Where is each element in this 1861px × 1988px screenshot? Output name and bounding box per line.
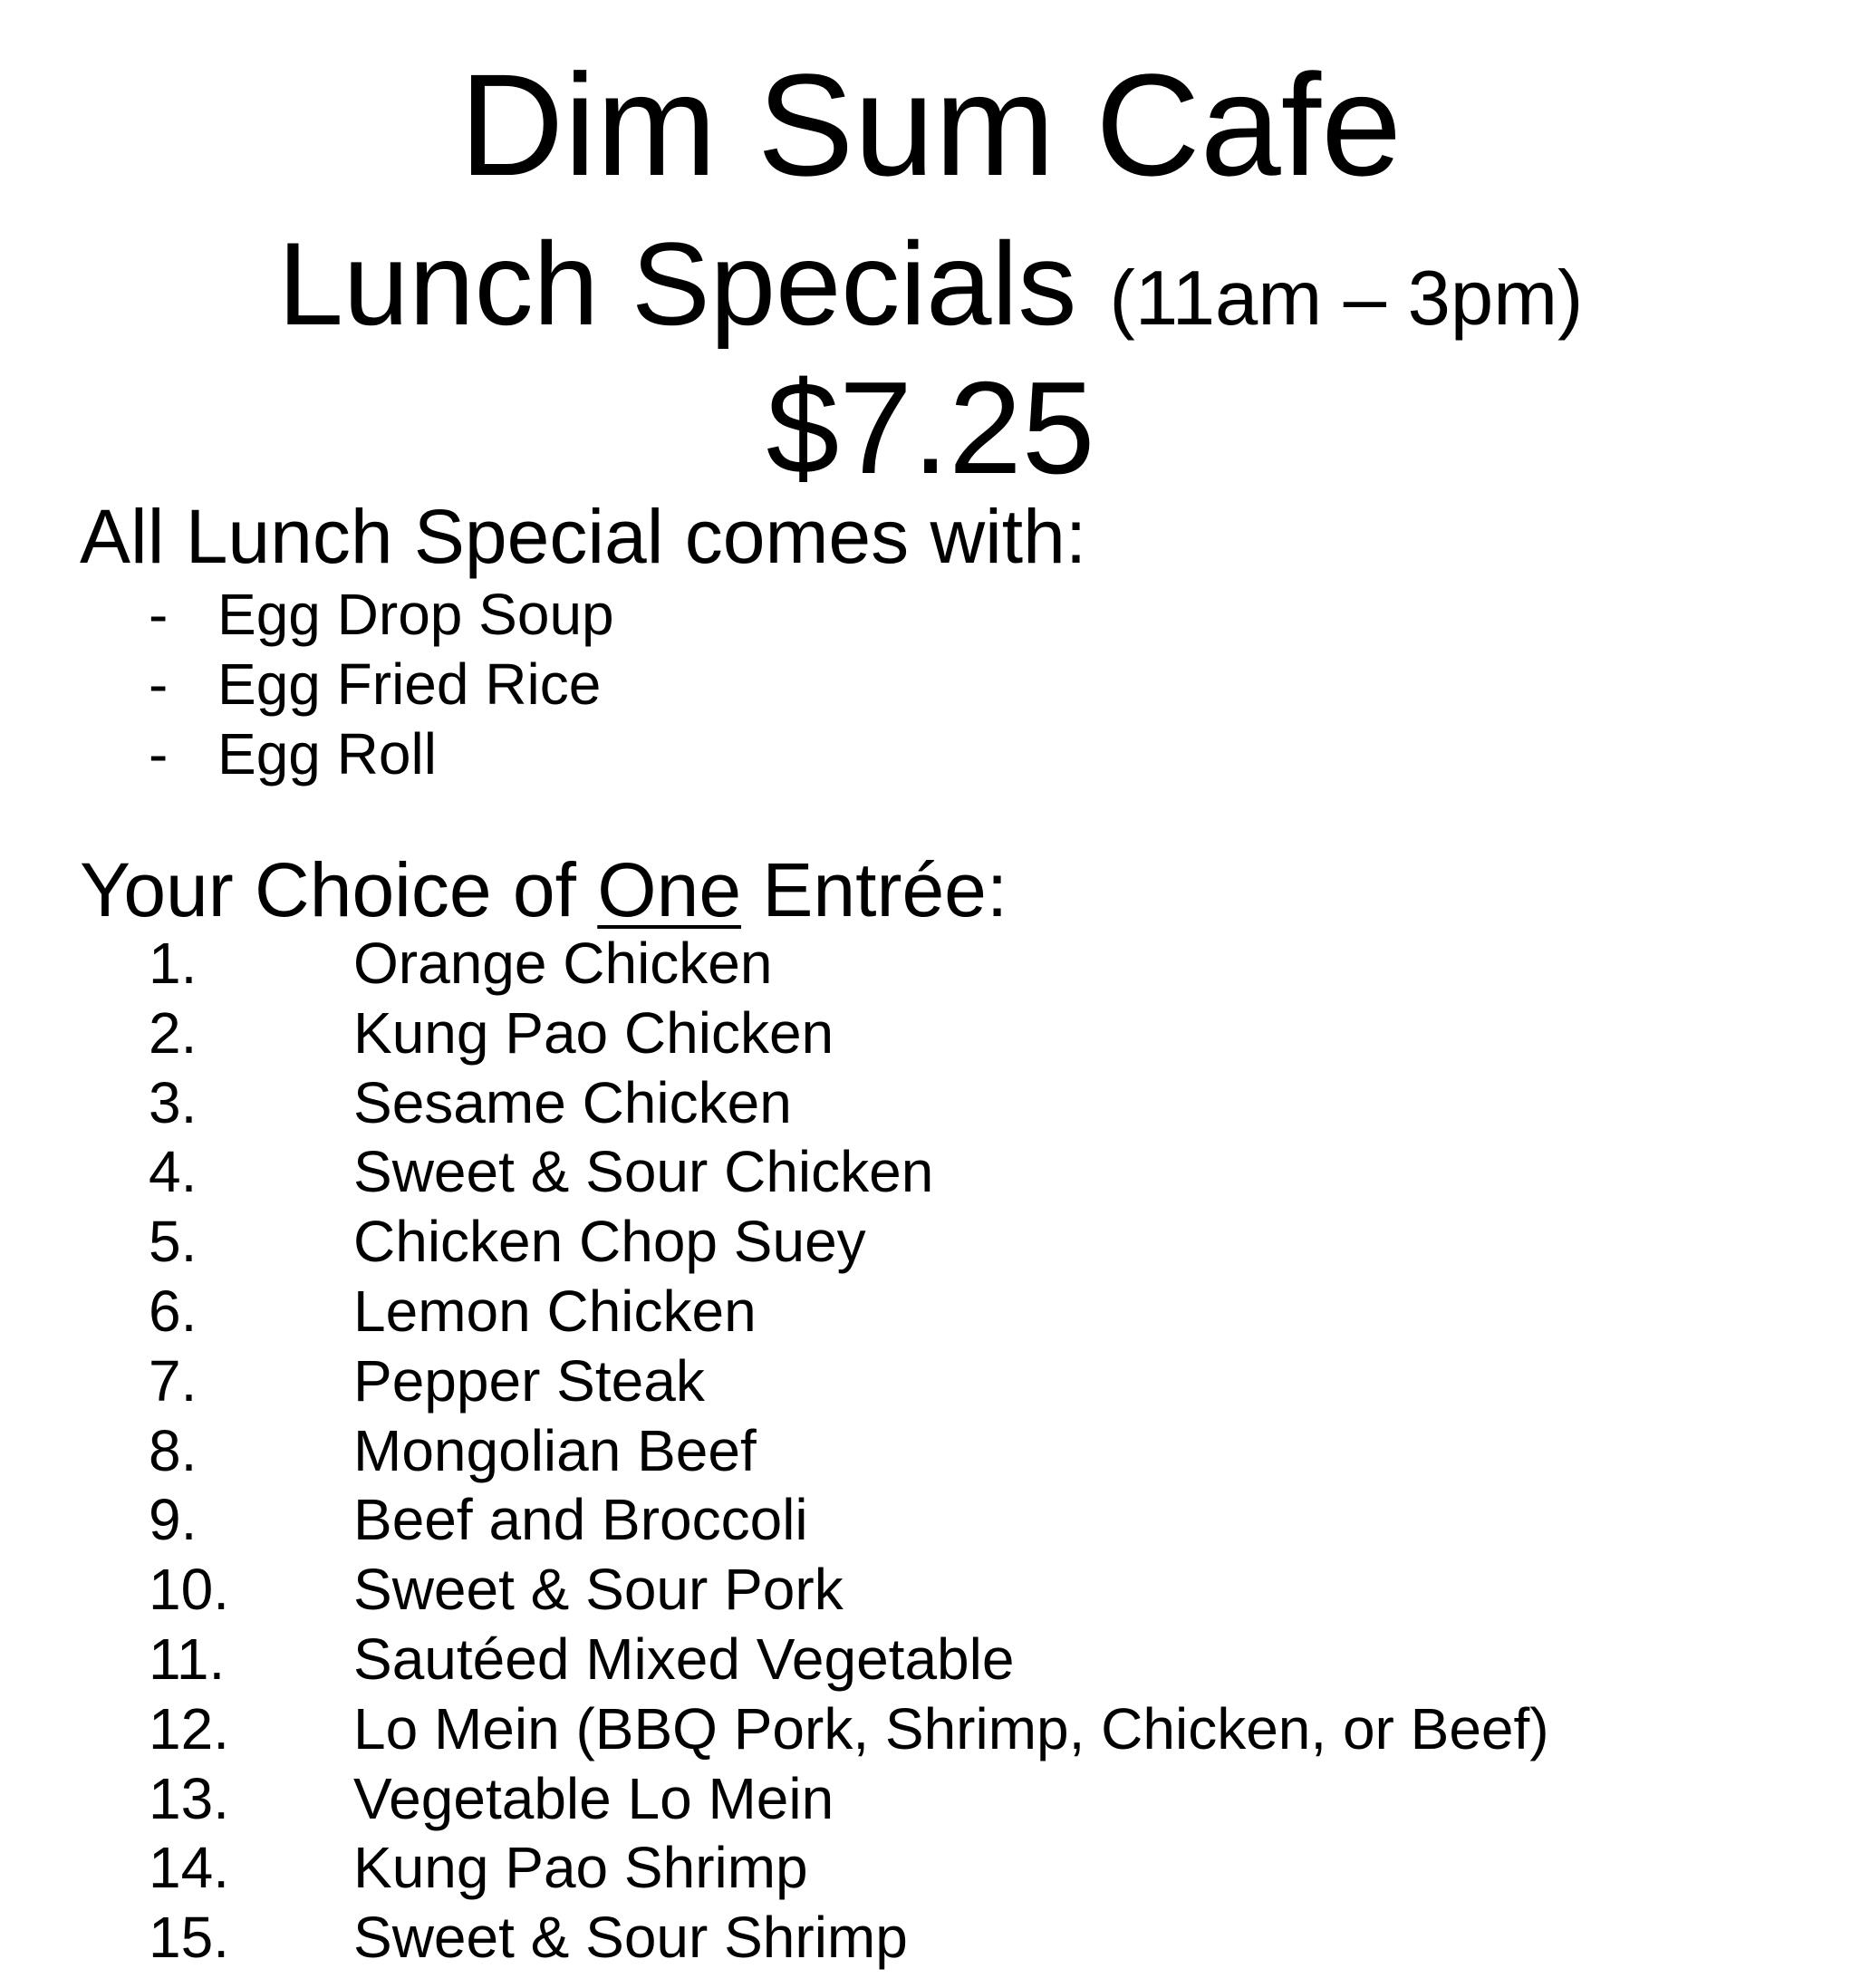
item-number: 4.: [149, 1139, 198, 1205]
entree-name: Beef and Broccoli: [353, 1487, 808, 1553]
entrees-heading-after: Entrée:: [741, 847, 1008, 932]
item-number: 2.: [149, 999, 198, 1066]
restaurant-name: Dim Sum Cafe: [458, 43, 1403, 206]
entree-name: Lo Mein (BBQ Pork, Shrimp, Chicken, or Beef): [353, 1695, 1549, 1761]
entree-name: Sweet & Sour Chicken: [353, 1139, 934, 1205]
item-number: 10.: [149, 1557, 229, 1623]
entrees-heading-before: Your Choice of: [80, 847, 598, 932]
item-number: 14.: [149, 1835, 229, 1901]
entree-name: Mongolian Beef: [353, 1417, 757, 1483]
entree-name: Lemon Chicken: [353, 1278, 757, 1344]
item-number: 3.: [149, 1069, 198, 1135]
item-number: 7.: [149, 1347, 198, 1414]
entree-name: Pepper Steak: [353, 1347, 705, 1414]
included-item: Egg Drop Soup: [217, 582, 614, 647]
section-title: Lunch Specials: [277, 217, 1077, 350]
entree-name: Chicken Chop Suey: [353, 1209, 866, 1275]
dash-marker: -: [149, 582, 169, 647]
item-number: 6.: [149, 1278, 198, 1344]
entree-name: Kung Pao Shrimp: [353, 1835, 808, 1901]
entree-name: Sweet & Sour Shrimp: [353, 1905, 908, 1971]
item-number: 9.: [149, 1487, 198, 1553]
lunch-specials-title: [0, 217, 1861, 350]
entree-name: Vegetable Lo Mein: [353, 1765, 834, 1831]
entree-name: Sesame Chicken: [353, 1069, 792, 1135]
item-number: 11.: [149, 1626, 226, 1692]
item-number: 13.: [149, 1765, 229, 1831]
included-item: Egg Roll: [217, 721, 437, 787]
entree-name: Kung Pao Chicken: [353, 999, 834, 1066]
hours: (11am – 3pm): [1109, 256, 1584, 342]
entree-name: Orange Chicken: [353, 931, 773, 996]
item-number: 15.: [149, 1905, 229, 1971]
item-number: 5.: [149, 1209, 198, 1275]
entrees-heading: [80, 847, 1008, 932]
item-number: 12.: [149, 1695, 229, 1761]
included-item: Egg Fried Rice: [217, 651, 602, 717]
item-number: 8.: [149, 1417, 198, 1483]
includes-heading: All Lunch Special comes with:: [80, 494, 1087, 579]
entree-name: Sautéed Mixed Vegetable: [353, 1626, 1015, 1692]
entree-name: Sweet & Sour Pork: [353, 1557, 844, 1623]
item-number: 1.: [149, 931, 198, 996]
dash-marker: -: [149, 651, 169, 717]
entrees-heading-emphasis: One: [597, 847, 742, 932]
dash-marker: -: [149, 721, 169, 787]
price: $7.25: [766, 354, 1095, 501]
